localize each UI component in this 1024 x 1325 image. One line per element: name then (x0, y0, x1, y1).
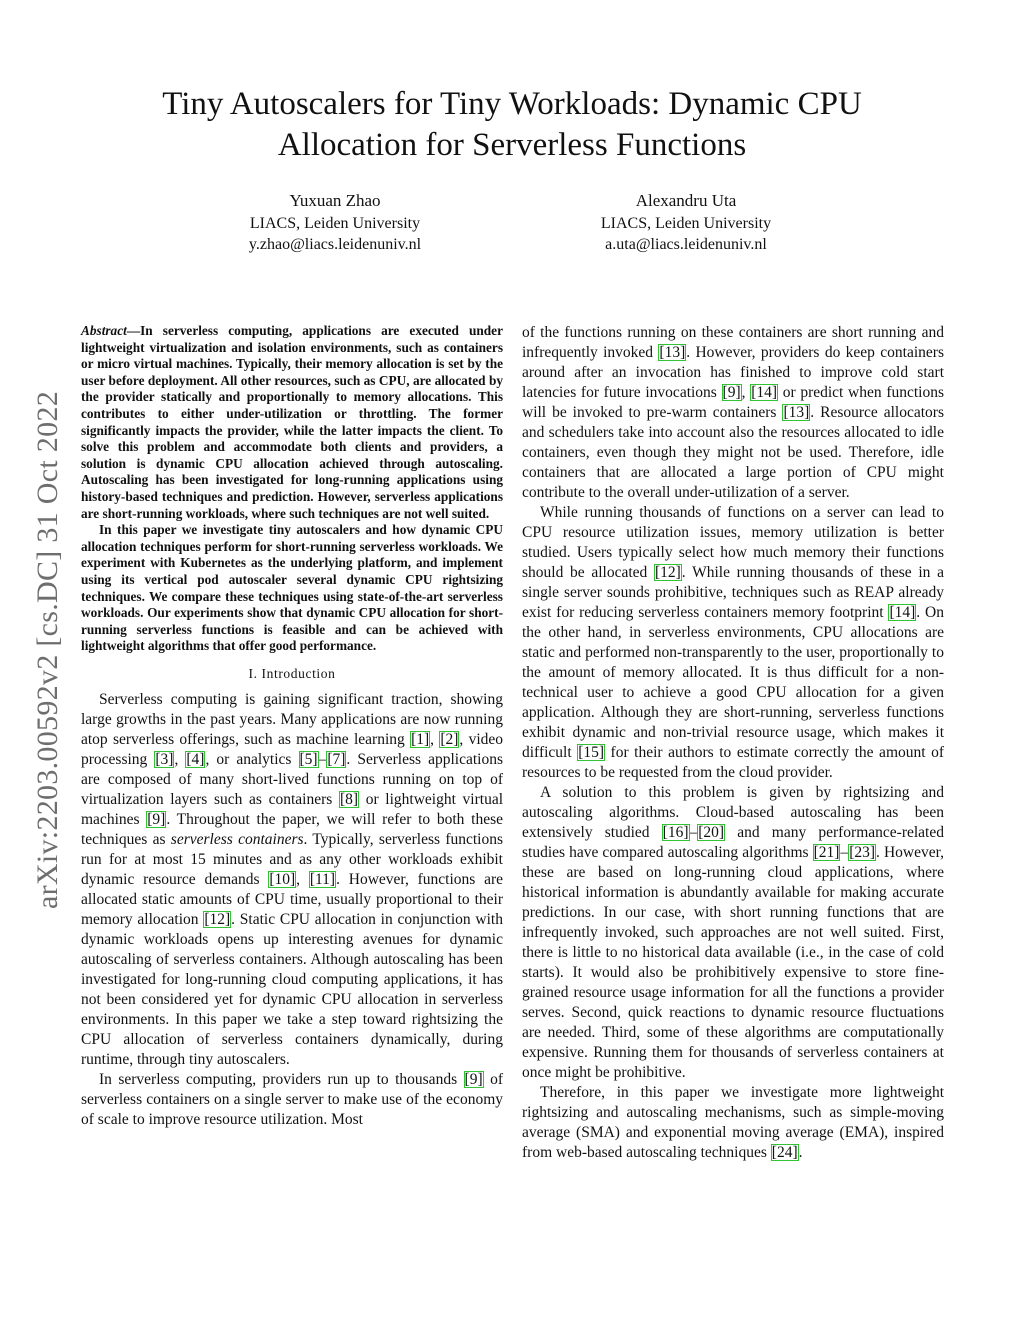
intro-paragraph-5 (522, 783, 944, 1083)
arxiv-identifier: arXiv:2203.00592v2 [cs.DC] 31 Oct 2022 (31, 390, 64, 910)
citation-link[interactable]: [14] (751, 384, 778, 401)
arxiv-sidebar-stamp (24, 350, 72, 950)
text-run: or lightweight virtual machines (81, 790, 503, 828)
citation-link[interactable]: [12] (204, 910, 231, 928)
text-run: of serverless containers on a single server to make use of the economy of scale to improve resource utilization. Most (81, 1070, 503, 1128)
paper-title (0, 84, 1024, 166)
citation-link[interactable]: [15] (578, 744, 605, 761)
emphasis-term: serverless containers (170, 830, 304, 848)
author-name: Alexandru Uta (635, 191, 737, 210)
intro-paragraph-3 (522, 323, 944, 503)
author-affiliation: LIACS, Leiden University (600, 215, 772, 232)
text-run: , (174, 750, 186, 768)
intro-paragraph-6 (522, 1083, 944, 1163)
text-run: In serverless computing, providers run up to thousands (99, 1070, 464, 1088)
text-run: . However, these are based on long-running cloud applications, where historical information is abundantly available for making accurate predictions. In our case, with short running functions that are infrequently invoked, such approaches are not well suited. First, there is little to no historical data available (i.e., in the case of cold starts). It would also be prohibitively expensive to store fine-grained resource usage information for all the functions a provider serves. Second, quick reactions to dynamic resource fluctuations are needed. Third, some of these algorithms are computationally expensive. Running them for thousands of serverless containers at once might be prohibitive. (522, 844, 945, 1081)
citation-link[interactable]: [5] (299, 750, 318, 768)
abstract-text: —In serverless computing, applications are executed under lightweight virtualization and isolation environments, such as containers or micro virtual machines. Typically, their memory allocation is set by the user before deployment. All other resources, such as CPU, are allocated by the provider statically and proportionally to memory allocations. This contributes to either under-utilization or throttling. The former significantly impacts the provider, while the latter impacts the client. To solve this problem and accommodate both clients and providers, a solution is dynamic CPU allocation achieved through autoscaling. Autoscaling has been investigated for long-running applications using history-based techniques and prediction. However, serverless applications are short-running workloads, where such techniques are not well suited. (81, 323, 503, 521)
citation-link[interactable]: [3] (155, 750, 174, 768)
text-run: , or analytics (205, 750, 299, 768)
citation-link[interactable]: [2] (440, 730, 459, 748)
section-heading-introduction: I. Introduction (248, 665, 336, 681)
citation-link[interactable]: [23] (849, 844, 876, 861)
author-block-1 (185, 190, 485, 255)
citation-link[interactable]: [9] (464, 1070, 483, 1088)
citation-link[interactable]: [9] (147, 810, 166, 828)
text-run: Therefore, in this paper we investigate more lightweight rightsizing and autoscaling mechanisms, such as simple-moving average (SMA) and exponential moving average (EMA), inspired from web-based autoscaling techniques (522, 1084, 944, 1161)
citation-link[interactable]: [16] (662, 824, 689, 841)
text-run: . Typically, serverless functions run for at most 15 minutes and as any other workloads exhibit dynamic resource demands (81, 830, 504, 888)
title-line-1: Tiny Autoscalers for Tiny Workloads: Dynamic CPU (162, 86, 862, 122)
citation-link[interactable]: [13] (783, 404, 810, 421)
citation-link[interactable]: [12] (654, 564, 681, 581)
text-run: . While running thousands of these in a single server sounds prohibitive, techniques such as REAP already exist for reducing serverless containers memory footprint (522, 564, 944, 621)
text-run: and many performance-related studies have compared autoscaling algorithms (522, 824, 944, 861)
text-run: . On the other hand, in serverless environments, CPU allocations are static and performed non-transparently to the user, proportionally to the amount of memory allocated. It is thus difficult for a non-technical user to achieve a good CPU allocation for a given application. Although they are short-running, serverless functions exhibit dynamic and non-trivial resource usage, which makes it difficult (522, 604, 944, 761)
citation-link[interactable]: [13] (659, 344, 686, 361)
text-run: , (741, 384, 751, 401)
right-column (522, 323, 944, 1163)
citation-link[interactable]: [14] (889, 604, 916, 621)
text-run: for their authors to estimate correctly the amount of resources to be requested from the cloud provider. (522, 744, 944, 781)
text-run: While running thousands of functions on a server can lead to CPU resource utilization issues, memory utilization is better studied. Users typically select how much memory their functions should be allocated (522, 504, 944, 581)
text-run: , (296, 870, 309, 888)
intro-paragraph-1 (81, 690, 503, 1070)
intro-paragraph-4 (522, 503, 944, 783)
text-run: . Static CPU allocation in conjunction with dynamic workloads opens up interesting avenues for dynamic autoscaling of serverless containers. Although autoscaling has been investigated for long-running cloud computing applications, it has not been considered yet for dynamic CPU allocation in serverless environments. In this paper we take a step toward rightsizing the CPU allocation of serverless containers dynamically, during runtime, through tiny autoscalers. (81, 910, 503, 1068)
left-column (81, 323, 503, 1130)
author-name: Yuxuan Zhao (289, 191, 381, 210)
text-run: of the functions running on these containers are short running and infrequently invoked (522, 324, 944, 361)
text-run: . Serverless applications are composed of many short-lived functions running on top of virtualization layers such as containers (81, 750, 503, 808)
text-run: . (798, 1144, 803, 1161)
text-run: – (689, 824, 698, 841)
title-line-2: Allocation for Serverless Functions (277, 127, 747, 163)
text-run: or predict when functions will be invoked to pre-warm containers (522, 384, 945, 421)
author-email[interactable]: y.zhao@liacs.leidenuniv.nl (248, 236, 422, 253)
author-email[interactable]: a.uta@liacs.leidenuniv.nl (605, 236, 767, 253)
text-run: – (318, 750, 327, 768)
citation-link[interactable]: [24] (771, 1144, 798, 1161)
text-run: , (430, 730, 440, 748)
citation-link[interactable]: [1] (411, 730, 430, 748)
citation-link[interactable]: [4] (186, 750, 205, 768)
text-run: . However, providers do keep containers around after an invocation has finished to improve cold start latencies for future invocations (522, 344, 944, 401)
text-run: Serverless computing is gaining significant traction, showing large growths in the past years. Many applications are now running atop serverless offerings, such as machine learning (81, 690, 503, 748)
text-run: . Throughout the paper, we will refer to both these techniques as (81, 810, 503, 848)
text-run: A solution to this problem is given by rightsizing and autoscaling algorithms. Cloud-based autoscaling has been extensively studied (522, 784, 944, 841)
text-run: . However, functions are allocated static amounts of CPU time, usually proportional to their memory allocation (81, 870, 504, 928)
text-run: . Resource allocators and schedulers take into account also the resources allocated to idle containers, even though they might not be used. Therefore, idle containers that are allocated a large portion of CPU might contribute to the overall under-utilization of a server. (522, 404, 944, 501)
citation-link[interactable]: [10] (269, 870, 296, 888)
intro-paragraph-2 (81, 1070, 503, 1130)
abstract-label: Abstract (81, 323, 127, 338)
text-run: – (840, 844, 849, 861)
citation-link[interactable]: [8] (339, 790, 359, 808)
citation-link[interactable]: [11] (309, 870, 336, 888)
author-affiliation: LIACS, Leiden University (249, 215, 421, 232)
author-block-2 (536, 190, 836, 255)
text-run: , video processing (81, 730, 504, 768)
citation-link[interactable]: [9] (722, 384, 741, 401)
abstract-paragraph (81, 323, 503, 522)
citation-link[interactable]: [20] (698, 824, 725, 841)
abstract-paragraph-2: In this paper we investigate tiny autoscalers and how dynamic CPU allocation techniques perform for short-running serverless workloads. We experiment with Kubernetes as the underlying platform, and implement using its vertical pod autoscaler several dynamic CPU rightsizing techniques. We compare these techniques using state-of-the-art serverless workloads. Our experiments show that dynamic CPU allocation for short-running serverless functions is feasible and can be achieved with lightweight algorithms that offer good performance. (81, 522, 503, 654)
citation-link[interactable]: [21] (813, 844, 840, 861)
citation-link[interactable]: [7] (327, 750, 346, 768)
